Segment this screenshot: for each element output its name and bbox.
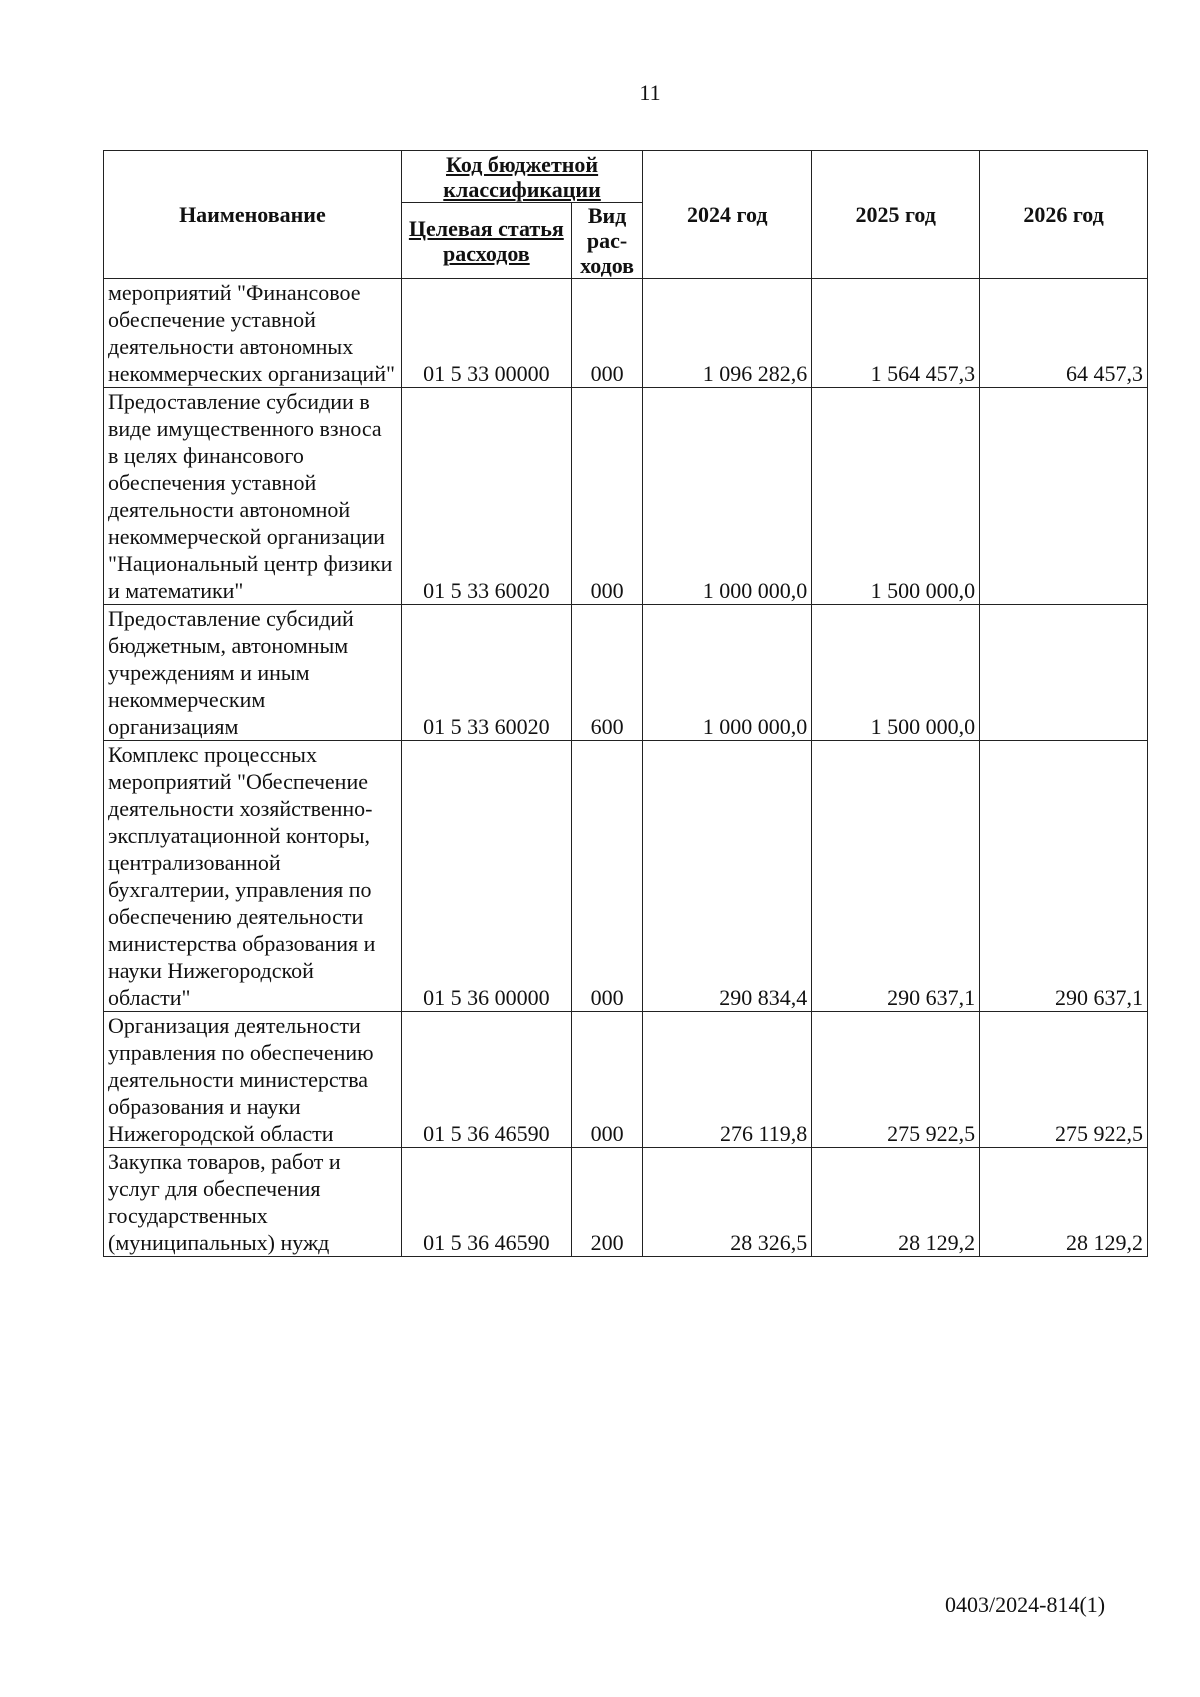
document-reference-number: 0403/2024-814(1) xyxy=(945,1592,1106,1617)
header-2026: 2026 год xyxy=(980,151,1148,279)
row-expense-kind: 000 xyxy=(571,1012,642,1148)
row-2026-value xyxy=(980,388,1148,605)
row-2026-value: 28 129,2 xyxy=(980,1148,1148,1257)
row-2026-value: 275 922,5 xyxy=(980,1012,1148,1148)
table-row xyxy=(104,1148,1148,1257)
row-expense-kind: 000 xyxy=(571,388,642,605)
header-expense-kind: Вид рас- ходов xyxy=(571,203,642,279)
row-target-code: 01 5 36 46590 xyxy=(401,1148,571,1257)
row-2025-value: 275 922,5 xyxy=(812,1012,980,1148)
row-target-code: 01 5 33 60020 xyxy=(401,605,571,741)
row-expense-kind: 600 xyxy=(571,605,642,741)
row-name: мероприятий "Финансовое обеспечение уставной деятельности автономных некоммерческих организаций" xyxy=(104,279,402,388)
row-2026-value: 290 637,1 xyxy=(980,741,1148,1012)
row-2025-value: 1 500 000,0 xyxy=(812,388,980,605)
page-number: 11 xyxy=(639,80,661,105)
header-name: Наименование xyxy=(104,151,402,279)
row-target-code: 01 5 36 00000 xyxy=(401,741,571,1012)
row-2025-value: 28 129,2 xyxy=(812,1148,980,1257)
table-header xyxy=(104,151,1148,279)
row-name: Комплекс процессных мероприятий "Обеспечение деятельности хозяйственно-эксплуатационной конторы, централизованной бухгалтерии, управления по обеспечению деятельности министерства образования и науки Нижегородской области" xyxy=(104,741,402,1012)
row-2025-value: 1 500 000,0 xyxy=(812,605,980,741)
row-name: Предоставление субсидии в виде имущественного взноса в целях финансового обеспечения уставной деятельности автономной некоммерческой организации "Национальный центр физики и математики" xyxy=(104,388,402,605)
row-expense-kind: 200 xyxy=(571,1148,642,1257)
row-name: Предоставление субсидий бюджетным, автономным учреждениям и иным некоммерческим организациям xyxy=(104,605,402,741)
header-2025: 2025 год xyxy=(812,151,980,279)
row-2026-value: 64 457,3 xyxy=(980,279,1148,388)
header-target-article: Целевая статья расходов xyxy=(401,203,571,279)
row-2024-value: 28 326,5 xyxy=(643,1148,812,1257)
header-code-group: Код бюджетной классификации xyxy=(401,151,642,203)
table-row xyxy=(104,1012,1148,1148)
row-name: Закупка товаров, работ и услуг для обеспечения государственных (муниципальных) нужд xyxy=(104,1148,402,1257)
row-2025-value: 1 564 457,3 xyxy=(812,279,980,388)
table-row xyxy=(104,388,1148,605)
row-target-code: 01 5 33 00000 xyxy=(401,279,571,388)
table-body xyxy=(104,279,1148,1257)
row-2024-value: 1 000 000,0 xyxy=(643,605,812,741)
row-expense-kind: 000 xyxy=(571,741,642,1012)
table-row xyxy=(104,279,1148,388)
budget-table xyxy=(103,150,1148,1257)
row-2026-value xyxy=(980,605,1148,741)
row-2025-value: 290 637,1 xyxy=(812,741,980,1012)
header-2024: 2024 год xyxy=(643,151,812,279)
table-row xyxy=(104,741,1148,1012)
row-target-code: 01 5 36 46590 xyxy=(401,1012,571,1148)
table-row xyxy=(104,605,1148,741)
row-name: Организация деятельности управления по обеспечению деятельности министерства образования и науки Нижегородской области xyxy=(104,1012,402,1148)
row-2024-value: 290 834,4 xyxy=(643,741,812,1012)
row-2024-value: 276 119,8 xyxy=(643,1012,812,1148)
row-2024-value: 1 000 000,0 xyxy=(643,388,812,605)
row-2024-value: 1 096 282,6 xyxy=(643,279,812,388)
row-expense-kind: 000 xyxy=(571,279,642,388)
row-target-code: 01 5 33 60020 xyxy=(401,388,571,605)
